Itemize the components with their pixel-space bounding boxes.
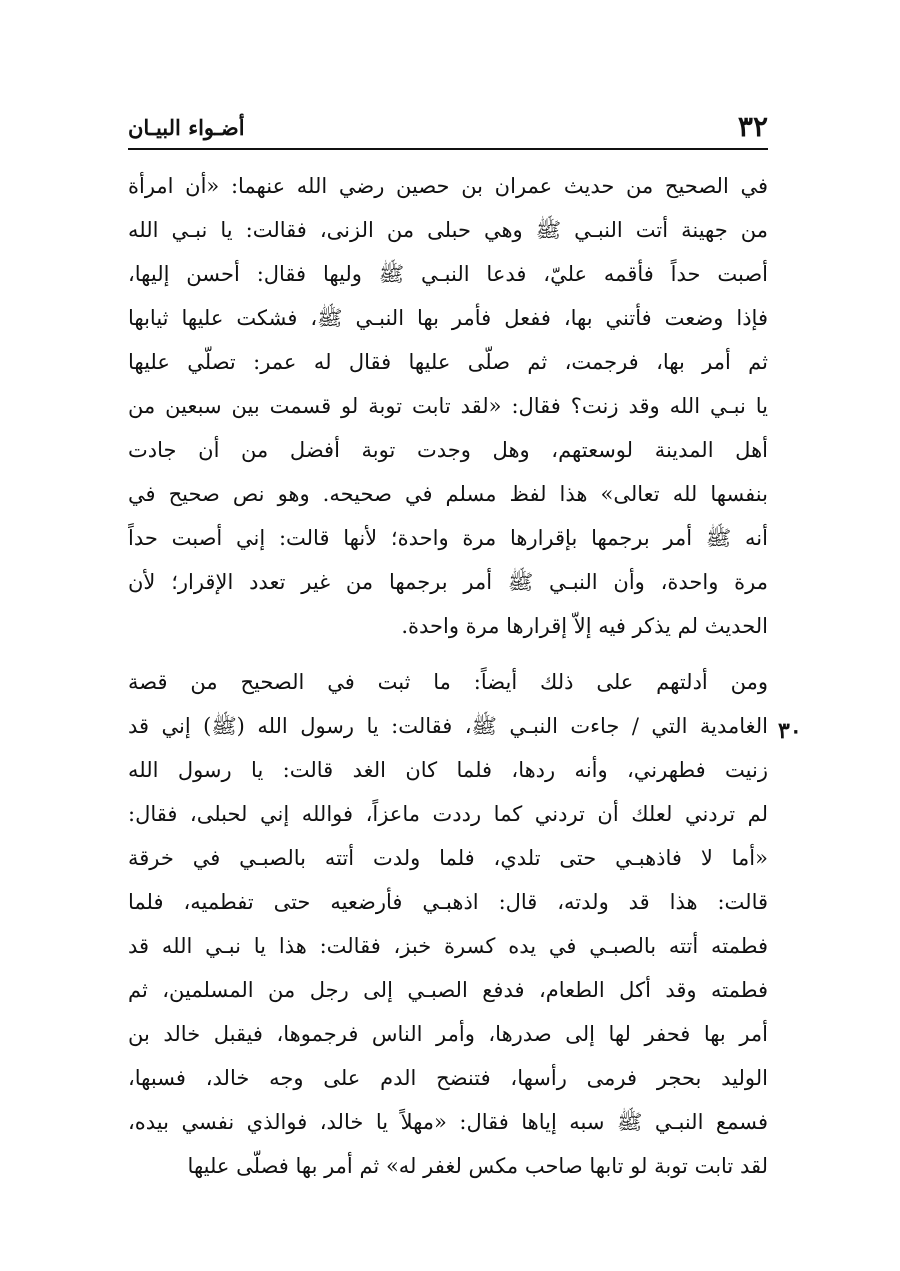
text-line: ثم أمر بها، فرجمت، ثم صلّى عليها فقال له عمر: تصلّي عليها (128, 350, 768, 374)
text-line: مرة واحدة، وأن النبـي ﷺ أمر برجمها من غير تعدد الإقرار؛ لأن (128, 570, 768, 594)
text-line: فطمته أتته بالصبـي في يده كسرة خبز، فقالت: هذا يا نبـي الله قد (128, 934, 768, 958)
text-line: أهل المدينة لوسعتهم، وهل وجدت توبة أفضل من أن جادت (128, 438, 768, 462)
text-line: فطمته وقد أكل الطعام، فدفع الصبـي إلى رجل من المسلمين، ثم (128, 978, 768, 1002)
text-line: لقد تابت توبة لو تابها صاحب مكس لغفر له» ثم أمر بها فصلّى عليها (187, 1154, 768, 1178)
text-line: قالت: هذا قد ولدته، قال: اذهبـي فأرضعيه حتى تفطميه، فلما (128, 890, 768, 914)
text-line: فسمع النبـي ﷺ سبه إياها فقال: «مهلاً يا خالد، فوالذي نفسي بيده، (128, 1110, 768, 1134)
text-line: «أما لا فاذهبـي حتى تلدي، فلما ولدت أتته بالصبـي في خرقة (128, 846, 768, 870)
text-line: في الصحيح من حديث عمران بن حصين رضي الله عنهما: «أن امرأة (128, 174, 768, 198)
text-line: الحديث لم يذكر فيه إلاّ إقرارها مرة واحدة. (401, 614, 768, 638)
paragraph-2 (128, 660, 768, 1188)
text-line: بنفسها لله تعالى» هذا لفظ مسلم في صحيحه. وهو نص صحيح في (128, 482, 768, 506)
text-line: الغامدية التي / جاءت النبـي ﷺ، فقالت: يا رسول الله (ﷺ) إني قد (128, 714, 768, 738)
page-header (128, 112, 768, 142)
page-number: ٣٢ (737, 110, 768, 143)
text-line: زنيت فطهرني، وأنه ردها، فلما كان الغد قالت: يا رسول الله (128, 758, 768, 782)
header-rule (128, 148, 768, 150)
margin-marker: ٣٠ (778, 718, 802, 744)
text-line: أصبت حداً فأقمه عليّ، فدعا النبـي ﷺ وليها فقال: أحسن إليها، (128, 262, 768, 286)
text-line: فإذا وضعت فأتني بها، ففعل فأمر بها النبـي ﷺ، فشكت عليها ثيابها (128, 306, 768, 330)
text-line: يا نبـي الله وقد زنت؟ فقال: «لقد تابت توبة لو قسمت بين سبعين من (128, 394, 768, 418)
text-line: أمر بها فحفر لها إلى صدرها، وأمر الناس فرجموها، فيقبل خالد بن (128, 1022, 768, 1046)
text-line: أنه ﷺ أمر برجمها بإقرارها مرة واحدة؛ لأنها قالت: إني أصبت حداً (128, 526, 768, 550)
text-line: من جهينة أتت النبـي ﷺ وهي حبلى من الزنى، فقالت: يا نبـي الله (128, 218, 768, 242)
paragraph-1 (128, 164, 768, 648)
text-line: الوليد بحجر فرمى رأسها، فتنضح الدم على وجه خالد، فسبها، (128, 1066, 768, 1090)
running-title: أضـواء البيـان (128, 115, 245, 140)
text-line: لم تردني لعلك أن تردني كما رددت ماعزاً، فوالله إني لحبلى، فقال: (128, 802, 768, 826)
text-line: ومن أدلتهم على ذلك أيضاً: ما ثبت في الصحيح من قصة (128, 670, 768, 694)
